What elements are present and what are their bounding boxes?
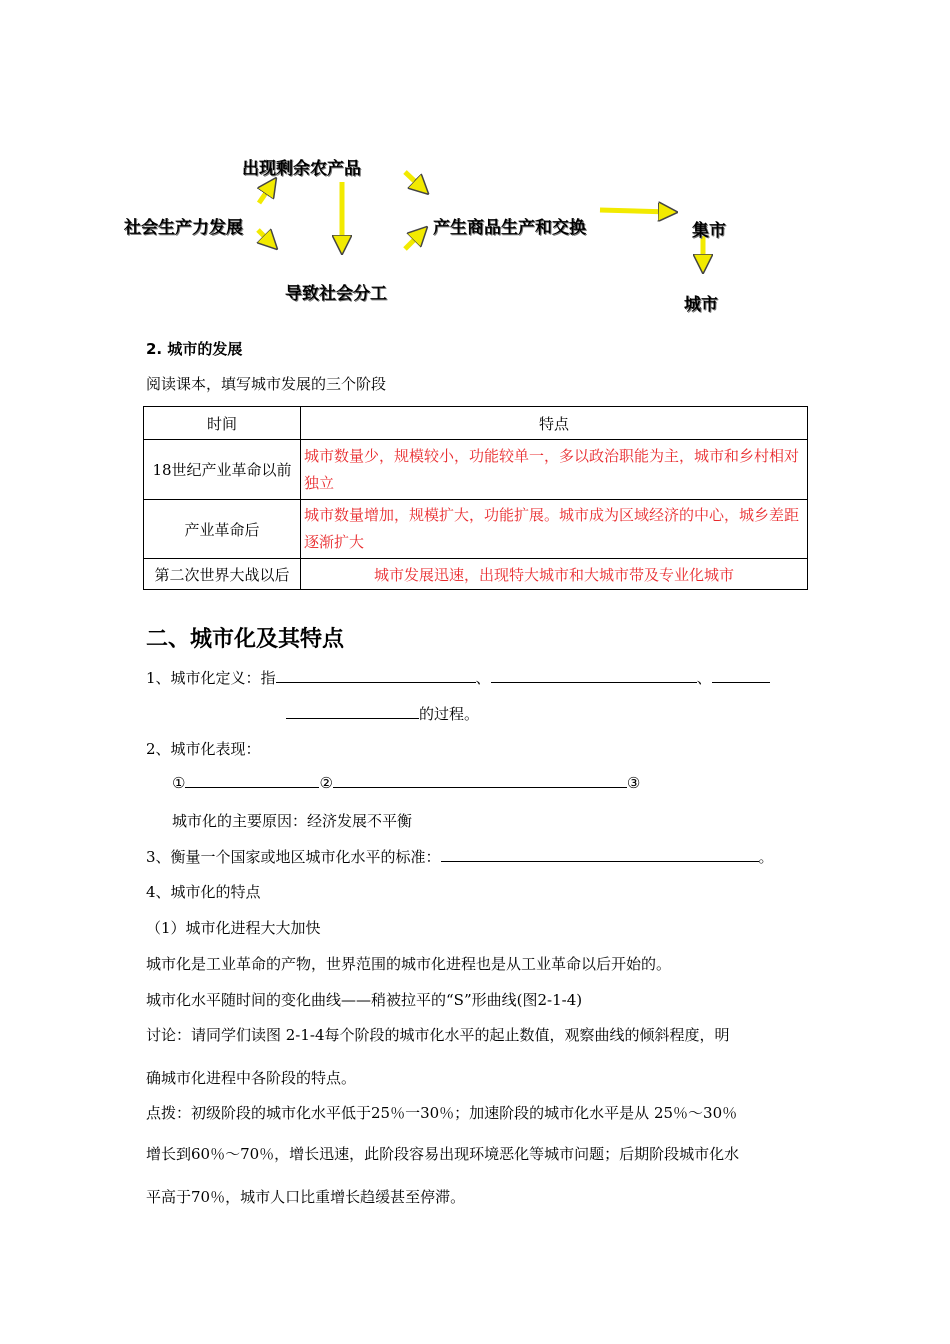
table-row — [144, 440, 808, 500]
diagram-arrows — [0, 0, 950, 330]
part-title: 二、城市化及其特点 — [146, 627, 345, 652]
header-feature: 特点 — [301, 407, 808, 440]
q1-suffix: 的过程。 — [419, 705, 480, 723]
label-surplus: 出现剩余农产品 — [242, 159, 361, 179]
label-market: 集市 — [692, 221, 726, 241]
table-row — [144, 500, 808, 559]
q3-text: 3、衡量一个国家或地区城市化水平的标准： — [146, 848, 441, 866]
paragraph-4c: 平高于70％，城市人口比重增长趋缓甚至停滞。 — [146, 1188, 466, 1206]
header-time: 时间 — [144, 407, 301, 440]
row-time: 产业革命后 — [144, 500, 301, 559]
row-feature: 城市数量增加，规模扩大，功能扩展。城市成为区域经济的中心，城乡差距逐渐扩大 — [301, 500, 808, 559]
label-division: 导致社会分工 — [285, 284, 387, 304]
blank-2b[interactable] — [333, 773, 627, 788]
label-city: 城市 — [684, 295, 718, 315]
subheading-1: （1）城市化进程大大加快 — [146, 919, 321, 937]
table-header-row — [144, 407, 808, 440]
question-3 — [146, 846, 774, 867]
row-feature: 城市数量少，规模较小，功能较单一，多以政治职能为主，城市和乡村相对独立 — [301, 440, 808, 500]
marker-2: ② — [319, 774, 333, 792]
arrow-productivity-division — [258, 230, 272, 244]
blank-2a[interactable] — [185, 773, 319, 788]
row-time: 18世纪产业革命以前 — [144, 440, 301, 500]
q3-end: 。 — [758, 848, 774, 866]
paragraph-3b: 确城市化进程中各阶段的特点。 — [146, 1069, 357, 1087]
q1-prefix: 1、城市化定义：指 — [146, 669, 276, 687]
paragraph-3a: 讨论：请同学们读图 2-1-4每个阶段的城市化水平的起止数值，观察曲线的倾斜程度，明 — [146, 1026, 730, 1044]
paragraph-4a: 点拨：初级阶段的城市化水平低于25％一30％；加速阶段的城市化水平是从 25％～30％ — [146, 1104, 738, 1122]
section-intro: 阅读课本，填写城市发展的三个阶段 — [146, 375, 387, 393]
arrow-commodity-market — [600, 210, 670, 212]
paragraph-4b: 增长到60％～70％，增长迅速，此阶段容易出现环境恶化等城市问题；后期阶段城市化水 — [146, 1145, 740, 1163]
blank-1c[interactable] — [712, 668, 770, 683]
paragraph-2: 城市化水平随时间的变化曲线——稍被拉平的“S”形曲线(图2-1-4) — [146, 991, 583, 1009]
blank-1d[interactable] — [286, 704, 419, 719]
sep: 、 — [475, 669, 491, 687]
blank-3[interactable] — [441, 847, 759, 862]
question-1-cont — [286, 703, 479, 724]
label-productivity: 社会生产力发展 — [124, 218, 243, 238]
blank-1b[interactable] — [491, 668, 697, 683]
arrow-productivity-surplus — [259, 184, 272, 203]
section-heading-city-development: 2. 城市的发展 — [146, 340, 243, 358]
question-1 — [146, 667, 770, 688]
arrow-division-commodity — [405, 232, 422, 249]
main-cause: 城市化的主要原因：经济发展不平衡 — [172, 812, 413, 830]
blank-1a[interactable] — [276, 668, 476, 683]
question-2: 2、城市化表现： — [146, 740, 261, 758]
paragraph-1: 城市化是工业革命的产物，世界范围的城市化进程也是从工业革命以后开始的。 — [146, 955, 672, 973]
stages-table — [143, 406, 808, 590]
marker-1: ① — [172, 774, 186, 792]
marker-3: ③ — [626, 774, 641, 792]
row-time: 第二次世界大战以后 — [144, 559, 301, 590]
question-2-blanks — [172, 773, 640, 792]
row-feature: 城市发展迅速，出现特大城市和大城市带及专业化城市 — [301, 559, 808, 590]
table-row — [144, 559, 808, 590]
sep: 、 — [696, 669, 712, 687]
label-commodity: 产生商品生产和交换 — [433, 218, 586, 238]
arrow-surplus-commodity — [405, 172, 423, 189]
question-4: 4、城市化的特点 — [146, 883, 261, 901]
